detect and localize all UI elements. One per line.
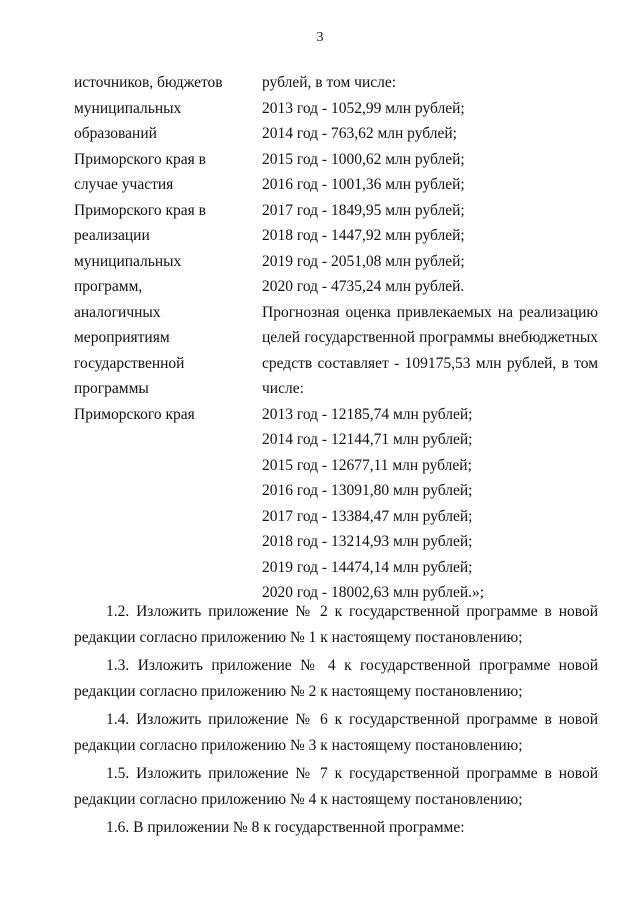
amendment-item-text: 1.3. Изложить приложение № 4 к государственной программе новой [106,657,598,674]
amendment-item-text: 1.4. Изложить приложение № 6 к государственной программе в новой [106,711,598,728]
amendment-items [74,599,598,844]
right-column-line: 2015 год - 12677,11 млн рублей; [262,456,472,474]
right-column-line: Прогнозная оценка привлекаемых на реализацию [262,303,598,321]
amendment-item-continuation: редакции согласно приложению № 1 к настоящему постановлению; [74,628,523,646]
left-column-line: программы [74,380,149,397]
left-column-line: источников, бюджетов [74,74,223,91]
amendment-item-text: 1.5. Изложить приложение № 7 к государственной программе в новой [106,765,598,782]
amendment-item-text: 1.6. В приложении № 8 к государственной программе: [106,819,465,836]
right-column-line: 2016 год - 1001,36 млн рублей; [262,176,465,193]
right-column-line: 2019 год - 2051,08 млн рублей; [262,252,465,270]
amendment-item-text: 1.2. Изложить приложение № 2 к государственной программе в новой [106,603,598,620]
amendment-item-continuation: редакции согласно приложению № 3 к настоящему постановлению; [74,736,523,754]
left-column-line: программ, [74,278,143,295]
right-column-line: рублей, в том числе: [262,74,397,91]
left-column-line: Приморского края в [74,150,206,168]
amendment-item [74,707,598,758]
right-column-line: 2014 год - 763,62 млн рублей; [262,125,457,142]
amendment-item [74,653,598,704]
amendment-item-continuation: редакции согласно приложению № 4 к настоящему постановлению; [74,790,523,808]
right-column-line: числе: [262,380,304,397]
left-column-line: аналогичных [74,303,161,321]
amendment-item [74,599,598,650]
left-column-line: государственной [74,354,185,372]
left-column-line: муниципальных [74,252,182,270]
left-column-line: муниципальных [74,99,182,117]
right-column [262,70,598,606]
left-column [74,70,244,427]
left-column-line: Приморского края в [74,201,206,219]
amendment-item [74,815,598,841]
right-column-line: целей государственной программы внебюджетных [262,329,598,346]
right-column-line: 2013 год - 1052,99 млн рублей; [262,99,465,117]
left-column-line: реализации [74,227,150,244]
right-column-line: средств составляет - 109175,53 млн рублей, в том [262,354,598,372]
right-column-line: 2018 год - 1447,92 млн рублей; [262,227,465,244]
right-column-line: 2013 год - 12185,74 млн рублей; [262,405,473,423]
right-column-line: 2014 год - 12144,71 млн рублей; [262,431,473,448]
amendment-item [74,761,598,812]
left-column-line: случае участия [74,176,174,193]
page-number: 3 [316,30,324,45]
right-column-line: 2020 год - 4735,24 млн рублей. [262,278,465,295]
left-column-line: мероприятиям [74,329,170,346]
amendment-item-continuation: редакции согласно приложению № 2 к настоящему постановлению; [74,682,523,700]
right-column-line: 2019 год - 14474,14 млн рублей; [262,558,473,576]
right-column-line: 2017 год - 1849,95 млн рублей; [262,201,465,219]
right-column-line: 2018 год - 13214,93 млн рублей; [262,533,473,550]
right-column-line: 2017 год - 13384,47 млн рублей; [262,507,473,525]
right-column-line: 2020 год - 18002,63 млн рублей.»; [262,584,485,601]
left-column-line: Приморского края [74,405,195,423]
left-column-line: образований [74,125,157,142]
right-column-line: 2016 год - 13091,80 млн рублей; [262,482,473,499]
right-column-line: 2015 год - 1000,62 млн рублей; [262,150,465,168]
